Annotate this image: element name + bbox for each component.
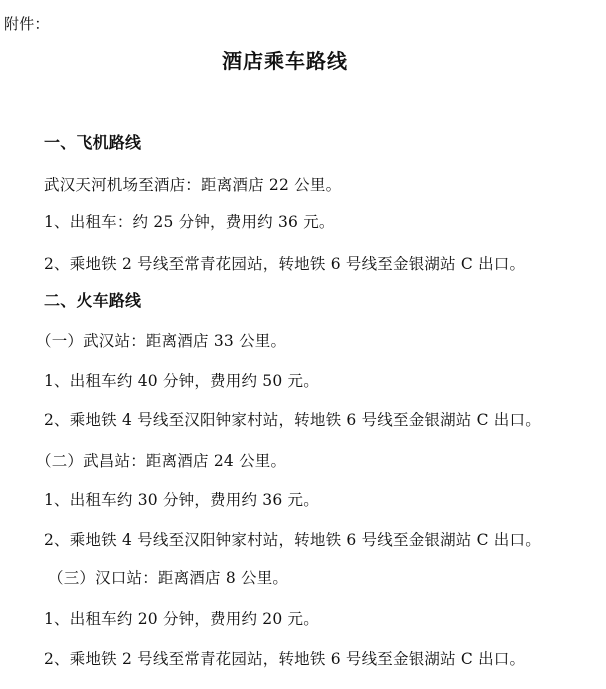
wuhan-station-metro: 2、乘地铁 4 号线至汉阳钟家村站，转地铁 6 号线至金银湖站 C 出口。: [44, 411, 541, 429]
wuchang-station-taxi: 1、出租车约 30 分钟，费用约 36 元。: [44, 491, 319, 509]
section-heading-flight: 一、飞机路线: [44, 133, 142, 152]
wuchang-station-distance: （二）武昌站：距离酒店 24 公里。: [36, 452, 287, 470]
flight-airport-distance: 武汉天河机场至酒店：距离酒店 22 公里。: [44, 176, 342, 194]
flight-taxi: 1、出租车：约 25 分钟，费用约 36 元。: [44, 213, 335, 231]
flight-metro: 2、乘地铁 2 号线至常青花园站，转地铁 6 号线至金银湖站 C 出口。: [44, 255, 526, 273]
section-heading-train: 二、火车路线: [44, 291, 142, 310]
wuhan-station-distance: （一）武汉站：距离酒店 33 公里。: [36, 332, 287, 350]
hankou-station-distance: （三）汉口站：距离酒店 8 公里。: [48, 569, 289, 587]
hankou-station-taxi: 1、出租车约 20 分钟，费用约 20 元。: [44, 610, 319, 628]
hankou-station-metro: 2、乘地铁 2 号线至常青花园站，转地铁 6 号线至金银湖站 C 出口。: [44, 650, 526, 668]
document-title: 酒店乘车路线: [222, 49, 348, 73]
wuhan-station-taxi: 1、出租车约 40 分钟，费用约 50 元。: [44, 372, 319, 390]
wuchang-station-metro: 2、乘地铁 4 号线至汉阳钟家村站，转地铁 6 号线至金银湖站 C 出口。: [44, 531, 541, 549]
attachment-label: 附件：: [4, 15, 50, 33]
